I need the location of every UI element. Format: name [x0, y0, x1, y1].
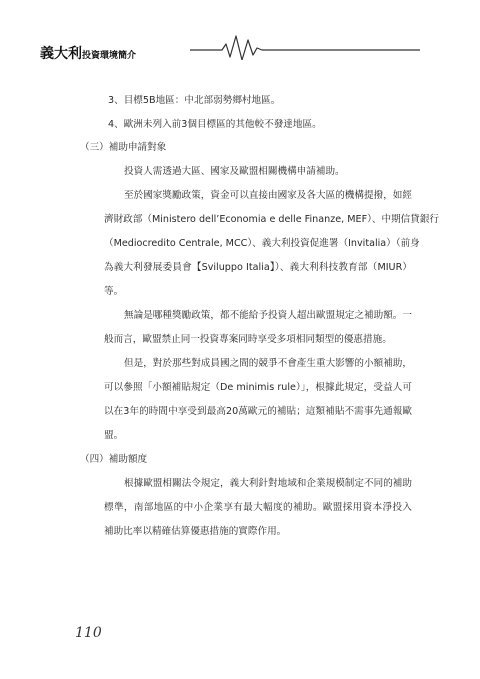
paragraph-4-line-3: 以在3年的時間中享受到最高20萬歐元的補貼；這類補貼不需事先通報歐: [104, 406, 412, 417]
paragraph-5-line-1: 根據歐盟相關法令規定，義大利針對地域和企業規模制定不同的補助: [124, 478, 412, 489]
list-item-4: 4、歐洲未列入前3個目標區的其他較不發達地區。: [108, 119, 322, 130]
paragraph-4-line-4: 盟。: [104, 430, 124, 441]
paragraph-5-line-2: 標準，南部地區的中小企業享有最大幅度的補助。歐盟採用資本淨投入: [104, 502, 412, 513]
list-item-3: 3、目標5B地區：中北部弱勢鄉村地區。: [108, 95, 281, 106]
section-heading-3: （三）補助申請對象: [80, 142, 167, 153]
paragraph-2-line-1: 至於國家獎勵政策，資金可以直接由國家及各大區的機構提撥，如經: [124, 190, 412, 201]
page-number: 110: [75, 625, 102, 641]
paragraph-4-line-2: 可以參照「小額補貼規定（De minimis rule）」，根據此規定，受益人可: [104, 382, 412, 393]
paragraph-2-line-4: 為義大利發展委員會【Sviluppo Italia】）、義大利科技教育部（MIUR）: [104, 262, 412, 273]
section-heading-4: （四）補助額度: [80, 454, 148, 465]
paragraph-2-line-3: （Mediocredito Centrale, MCC）、義大利投資促進署（Invitalia）（前身: [104, 238, 420, 249]
paragraph-2-line-2: 濟財政部（Ministero dell’Economia e delle Finanze, MEF）、中期信貸銀行: [104, 214, 440, 225]
paragraph-1: 投資人需透過大區、國家及歐盟相關機構申請補助。: [124, 166, 345, 177]
paragraph-2-line-5: 等。: [104, 286, 124, 297]
paragraph-4-line-1: 但是，對於那些對成員國之間的競爭不會產生重大影響的小額補助，: [124, 358, 412, 369]
paragraph-3-line-1: 無論是哪種獎勵政策，都不能給予投資人超出歐盟規定之補助額。一: [124, 310, 412, 321]
paragraph-3-line-2: 般而言，歐盟禁止同一投資專案同時享受多項相同類型的優惠措施。: [104, 334, 392, 345]
paragraph-5-line-3: 補助比率以精確估算優惠措施的實際作用。: [104, 526, 287, 537]
page-header: [0, 0, 480, 60]
header-title-main: 義大利: [40, 46, 82, 62]
header-title-sub: 投資環境簡介: [82, 51, 137, 61]
header-title: [40, 43, 136, 63]
